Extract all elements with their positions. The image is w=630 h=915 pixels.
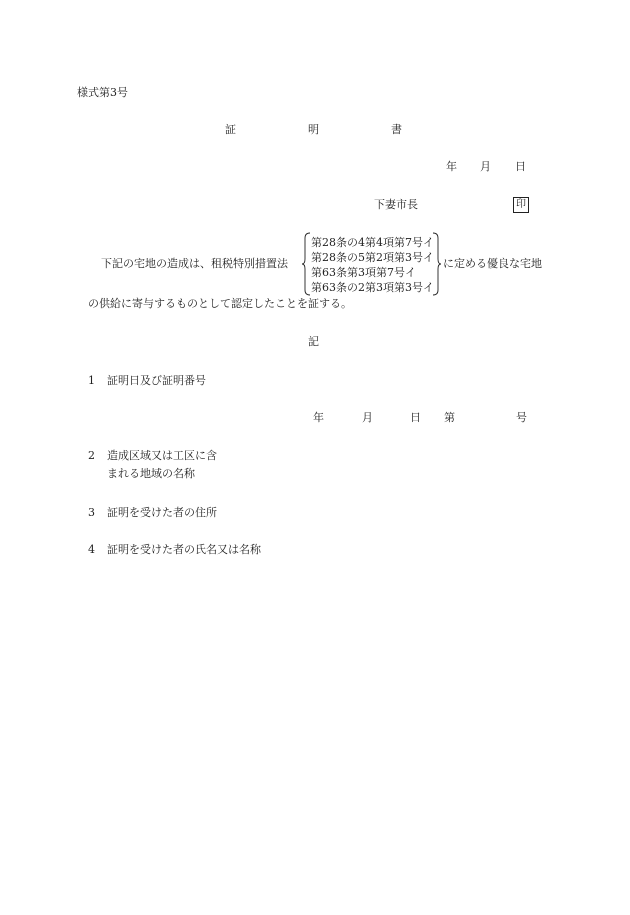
- item-3-number: 3: [88, 506, 95, 519]
- body-suffix: に定める優良な宅地: [443, 257, 542, 270]
- item-3-label: 証明を受けた者の住所: [107, 506, 217, 519]
- seal-mark: 印: [513, 197, 529, 213]
- date-day: 日: [515, 160, 526, 173]
- cert-year: 年: [313, 411, 324, 424]
- right-brace-icon: [432, 232, 442, 296]
- law-option-1: 第28条の4第4項第7号イ: [311, 236, 434, 249]
- title-char-3: 書: [391, 123, 402, 136]
- body-line-2: の供給に寄与するものとして認定したことを証する。: [88, 297, 352, 310]
- cert-day: 日: [410, 411, 421, 424]
- issuer-name: 下妻市長: [374, 198, 418, 211]
- law-option-4: 第63条の2第3項第3号イ: [311, 281, 434, 294]
- cert-month: 月: [362, 411, 373, 424]
- law-option-2: 第28条の5第2項第3号イ: [311, 251, 434, 264]
- date-month: 月: [480, 160, 491, 173]
- item-4-label: 証明を受けた者の氏名又は名称: [107, 543, 261, 556]
- item-4-number: 4: [88, 543, 95, 556]
- law-option-3: 第63条第3項第7号イ: [311, 266, 416, 279]
- law-options: [311, 235, 434, 295]
- item-2-number: 2: [88, 449, 95, 462]
- item-1-number: 1: [88, 374, 95, 387]
- form-label: 様式第3号: [77, 86, 128, 99]
- title-char-1: 証: [225, 123, 236, 136]
- left-brace-icon: [301, 232, 311, 296]
- ki-heading: 記: [308, 335, 319, 348]
- cert-go: 号: [516, 411, 527, 424]
- title-char-2: 明: [308, 123, 319, 136]
- cert-dai: 第: [444, 411, 455, 424]
- item-1-label: 証明日及び証明番号: [107, 374, 206, 387]
- item-2-label-line-2: まれる地域の名称: [107, 467, 195, 480]
- body-prefix: 下記の宅地の造成は、租税特別措置法: [101, 257, 288, 270]
- date-year: 年: [446, 160, 457, 173]
- item-2-label-line-1: 造成区域又は工区に含: [107, 449, 217, 462]
